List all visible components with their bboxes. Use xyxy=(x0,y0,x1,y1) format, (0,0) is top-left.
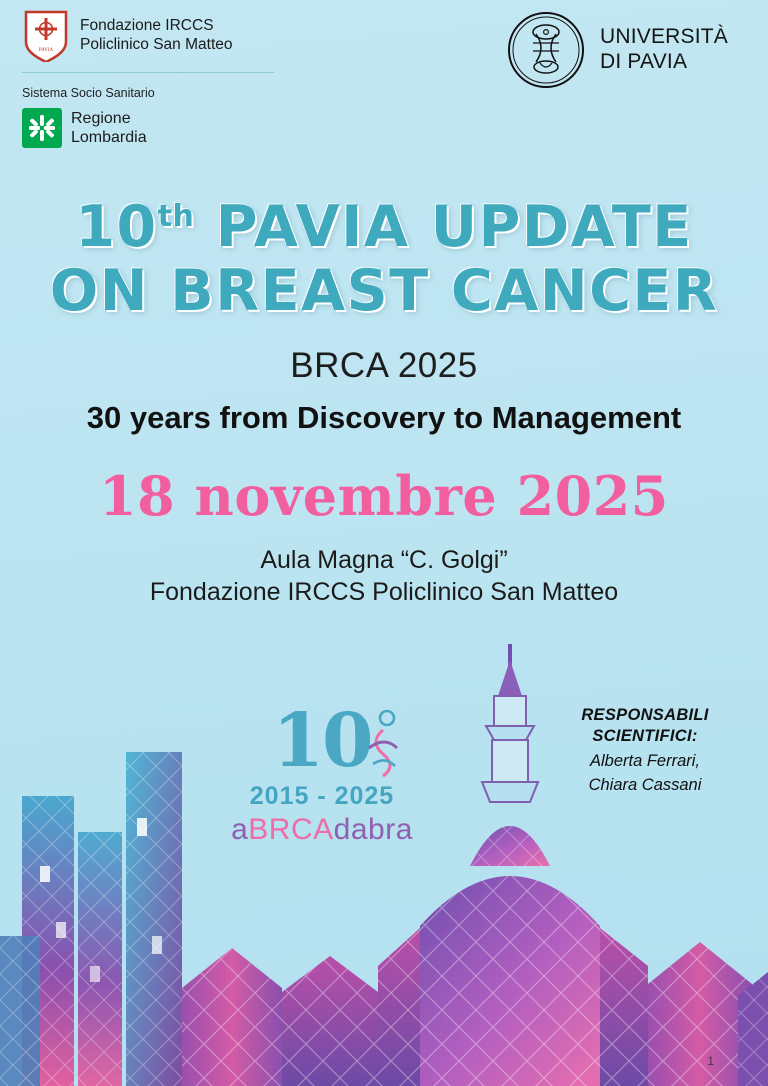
unipv-line2: DI PAVIA xyxy=(599,50,688,73)
title-line-1-rest: PAVIA UPDATE xyxy=(194,194,693,260)
university-of-pavia-seal-icon xyxy=(506,10,586,90)
responsabili-name-1: Alberta Ferrari, xyxy=(589,751,701,770)
irccs-crest-icon xyxy=(22,8,70,62)
venue-institution: Fondazione IRCCS Policlinico San Matteo xyxy=(149,577,619,606)
sistema-socio-sanitario-label: Sistema Socio Sanitario xyxy=(22,86,155,100)
event-logo-word-rest: dabra xyxy=(333,813,413,847)
logo-universita-di-pavia xyxy=(506,10,728,90)
event-logo-word xyxy=(212,813,432,847)
header xyxy=(0,0,768,170)
title-edition-suffix: th xyxy=(157,199,195,234)
regione-lombardia-name xyxy=(71,109,147,147)
regione-lombardia-rose-icon xyxy=(22,108,62,148)
page-title xyxy=(0,196,768,324)
title-line-2: ON BREAST CANCER xyxy=(49,257,719,324)
responsabili-name-2: Chiara Cassani xyxy=(588,776,702,795)
event-logo-word-brca: BRCA xyxy=(248,813,334,847)
subtitle-tagline: 30 years from Discovery to Management xyxy=(86,399,682,435)
irccs-name-line2: Policlinico San Matteo xyxy=(80,36,233,53)
venue-hall: Aula Magna “C. Golgi” xyxy=(260,545,508,574)
event-logo-ten xyxy=(272,698,372,784)
responsabili-heading-line2: SCIENTIFICI: xyxy=(592,727,698,746)
logo-fondazione-irccs xyxy=(22,8,233,62)
title-block xyxy=(0,196,768,607)
event-date: 18 novembre 2025 xyxy=(99,463,669,528)
title-line-1 xyxy=(0,196,768,260)
regione-line1: Regione xyxy=(71,109,131,127)
universita-di-pavia-name xyxy=(600,25,728,75)
event-logo xyxy=(212,698,432,847)
svg-text:PAVIA: PAVIA xyxy=(38,48,54,53)
pavia-skyline-illustration xyxy=(0,636,768,1086)
unipv-line1: UNIVERSITÀ xyxy=(599,25,728,49)
irccs-name xyxy=(80,16,233,55)
irccs-name-line1: Fondazione IRCCS xyxy=(80,16,214,34)
scientific-directors-block xyxy=(550,705,740,797)
page-number: 1 xyxy=(707,1054,714,1068)
pink-ribbon-icon xyxy=(361,708,405,782)
header-divider xyxy=(22,72,274,73)
title-edition-number: 10 xyxy=(75,194,158,260)
responsabili-heading-line1: RESPONSABILI xyxy=(581,706,709,724)
logo-regione-lombardia xyxy=(22,108,147,148)
event-logo-years: 2015 - 2025 xyxy=(249,782,395,811)
subtitle-brca-2025: BRCA 2025 xyxy=(290,345,478,385)
event-logo-ten-text: 10 xyxy=(272,698,372,784)
event-logo-word-a: a xyxy=(231,813,249,847)
regione-line2: Lombardia xyxy=(71,129,147,146)
